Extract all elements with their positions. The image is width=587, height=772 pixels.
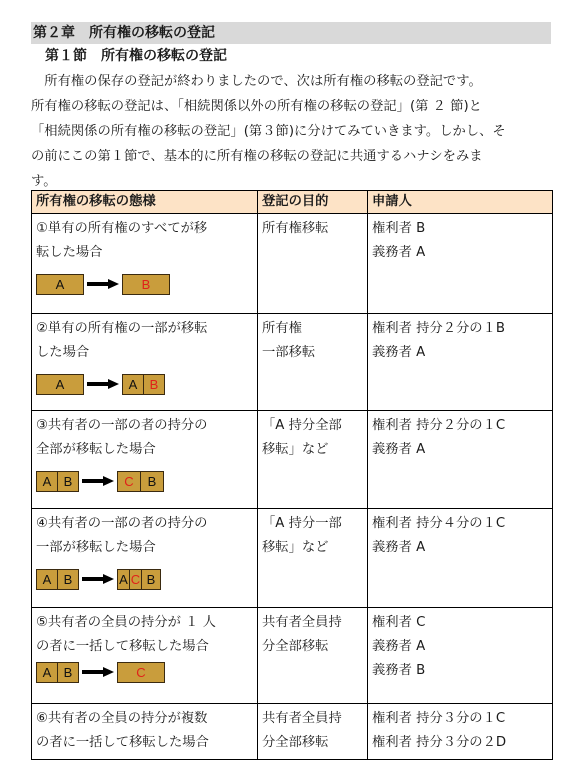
- holder-label: A: [55, 276, 65, 292]
- header-registration-purpose: 登記の目的: [258, 191, 368, 214]
- applicant-cell: [368, 314, 553, 411]
- holder-label: A: [128, 376, 138, 392]
- transfer-type-cell-line: ②単有の所有権の一部が移転: [36, 321, 208, 336]
- holder-box-before: [36, 569, 79, 590]
- holder-box-after: [117, 662, 165, 683]
- applicant-cell-line: 権利者 持分４分の１C: [372, 516, 506, 531]
- registration-purpose-cell-line: 移転」など: [262, 442, 329, 457]
- intro-line: 「相続関係の所有権の移転の登記」(第３節)に分けてみていきます。しかし、そ: [31, 124, 506, 139]
- intro-line: 所有権の移転の登記は、「相続関係以外の所有権の移転の登記」(第 ２ 節)と: [31, 99, 482, 114]
- table-row: [32, 214, 553, 314]
- table-row: [32, 509, 553, 608]
- registration-purpose-cell-line: 共有者全員持: [262, 615, 342, 630]
- header-applicant: 申請人: [368, 191, 553, 214]
- transfer-type-cell-line: の者に一括して移転した場合: [36, 639, 209, 654]
- intro-paragraph: [31, 69, 555, 194]
- registration-purpose-cell: [258, 314, 368, 411]
- holder-label: B: [143, 375, 164, 394]
- table-row: [32, 704, 553, 760]
- right-arrow-icon: [82, 476, 114, 486]
- transfer-diagram: [36, 470, 253, 492]
- registration-purpose-cell: [258, 509, 368, 608]
- applicant-cell: [368, 608, 553, 704]
- applicant-cell-line: 権利者 C: [372, 615, 426, 630]
- intro-line: す。: [31, 174, 57, 189]
- applicant-cell-line: 権利者 持分３分の１C: [372, 711, 506, 726]
- transfer-type-cell-line: した場合: [36, 345, 90, 360]
- transfer-diagram: [36, 373, 253, 395]
- registration-purpose-cell-line: 「A 持分全部: [262, 418, 342, 433]
- table-row: [32, 314, 553, 411]
- registration-purpose-cell-line: 「A 持分一部: [262, 516, 342, 531]
- transfer-type-cell: [32, 314, 258, 411]
- registration-purpose-cell-line: 共有者全員持: [262, 711, 342, 726]
- holder-label: B: [140, 472, 163, 491]
- holder-box-after: [122, 374, 165, 395]
- transfer-diagram: [36, 568, 253, 590]
- intro-line: の前にこの第１節で、基本的に所有権の移転の登記に共通するハナシをみま: [31, 149, 483, 164]
- holder-label: C: [124, 473, 134, 489]
- holder-label: A: [42, 473, 52, 489]
- applicant-cell-line: 義務者 A: [372, 245, 426, 260]
- applicant-cell-line: 権利者 持分２分の１B: [372, 321, 506, 336]
- transfer-type-cell: [32, 704, 258, 760]
- table-header-row: [32, 191, 553, 214]
- applicant-cell-line: 義務者 A: [372, 639, 426, 654]
- applicant-cell-line: 義務者 A: [372, 442, 426, 457]
- holder-label: C: [130, 571, 141, 587]
- holder-box-after: [117, 569, 161, 590]
- applicant-cell: [368, 411, 553, 509]
- applicant-cell-line: 義務者 A: [372, 345, 426, 360]
- chapter-title: 第２章 所有権の移転の登記: [31, 22, 551, 44]
- registration-purpose-cell-line: 所有権移転: [262, 221, 329, 236]
- transfer-type-cell-line: 一部が移転した場合: [36, 540, 156, 555]
- applicant-cell-line: 義務者 B: [372, 663, 426, 678]
- holder-box-after: [117, 471, 164, 492]
- applicant-cell-line: 権利者 持分２分の１C: [372, 418, 506, 433]
- registration-purpose-cell-line: 一部移転: [262, 345, 316, 360]
- registration-purpose-cell: [258, 214, 368, 314]
- applicant-cell: [368, 704, 553, 760]
- transfer-type-cell-line: ④共有者の一部の者の持分の: [36, 516, 208, 531]
- holder-box-before: [36, 662, 79, 683]
- registration-purpose-cell-line: 所有権: [262, 321, 302, 336]
- transfer-type-cell-line: ⑤共有者の全員の持分が １ 人: [36, 615, 216, 630]
- transfer-type-cell-line: ①単有の所有権のすべてが移: [36, 221, 208, 236]
- applicant-cell-line: 義務者 A: [372, 540, 426, 555]
- section-title: 第１節 所有権の移転の登記: [45, 48, 227, 64]
- registration-purpose-cell-line: 分全部移転: [262, 735, 329, 750]
- right-arrow-icon: [87, 379, 119, 389]
- right-arrow-icon: [87, 279, 119, 289]
- transfer-types-table: [31, 190, 553, 760]
- transfer-type-cell-line: 全部が移転した場合: [36, 442, 156, 457]
- transfer-type-cell-line: の者に一括して移転した場合: [36, 735, 209, 750]
- table-row: [32, 608, 553, 704]
- transfer-type-cell-line: ⑥共有者の全員の持分が複数: [36, 711, 208, 726]
- transfer-type-cell: [32, 509, 258, 608]
- holder-box-before: [36, 274, 84, 295]
- table-row: [32, 411, 553, 509]
- holder-label: B: [57, 472, 78, 491]
- holder-label: B: [141, 570, 160, 589]
- transfer-type-cell: [32, 608, 258, 704]
- holder-label: A: [119, 571, 128, 587]
- holder-box-after: [122, 274, 170, 295]
- transfer-diagram: [36, 273, 253, 295]
- registration-purpose-cell: [258, 704, 368, 760]
- registration-purpose-cell-line: 移転」など: [262, 540, 329, 555]
- holder-label: B: [57, 663, 78, 682]
- holder-box-before: [36, 374, 84, 395]
- holder-label: B: [57, 570, 78, 589]
- applicant-cell-line: 権利者 B: [372, 221, 426, 236]
- header-transfer-type: 所有権の移転の態様: [32, 191, 258, 214]
- transfer-type-cell: [32, 214, 258, 314]
- holder-box-before: [36, 471, 79, 492]
- transfer-type-cell-line: 転した場合: [36, 245, 103, 260]
- transfer-type-cell: [32, 411, 258, 509]
- holder-label: C: [136, 664, 146, 680]
- applicant-cell-line: 権利者 持分３分の２D: [372, 735, 507, 750]
- transfer-diagram: [36, 661, 253, 683]
- intro-line: 所有権の保存の登記が終わりましたので、次は所有権の移転の登記です。: [31, 74, 482, 89]
- holder-label: A: [55, 376, 65, 392]
- registration-purpose-cell-line: 分全部移転: [262, 639, 329, 654]
- registration-purpose-cell: [258, 411, 368, 509]
- transfer-type-cell-line: ③共有者の一部の者の持分の: [36, 418, 208, 433]
- right-arrow-icon: [82, 667, 114, 677]
- right-arrow-icon: [82, 574, 114, 584]
- applicant-cell: [368, 214, 553, 314]
- holder-label: A: [42, 664, 52, 680]
- applicant-cell: [368, 509, 553, 608]
- holder-label: B: [141, 276, 151, 292]
- holder-label: A: [42, 571, 52, 587]
- registration-purpose-cell: [258, 608, 368, 704]
